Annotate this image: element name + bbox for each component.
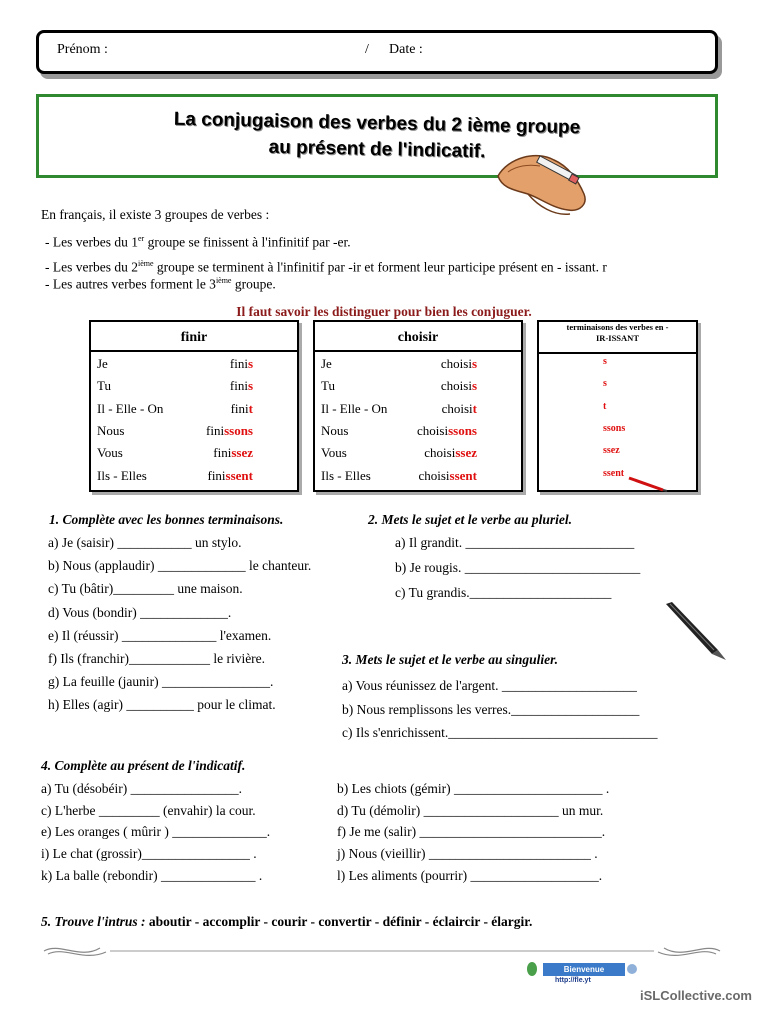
verb-stem: choisi (417, 422, 449, 438)
pronoun: Tu (321, 378, 335, 394)
exercise-item: d) Tu (démolir) ____________________ un mur. (337, 802, 604, 818)
verb-form (207, 468, 253, 484)
exercise-item: i) Le chat (grossir)________________ . (41, 846, 257, 862)
verb-form (230, 356, 253, 372)
group-2-text-a: - Les verbes du 2 (45, 259, 138, 275)
exercise-item: c) Tu grandis._____________________ (395, 585, 612, 600)
exercise-item: a) Tu (désobéir) ________________. (41, 781, 242, 796)
ending-item: s (603, 378, 607, 390)
verb-form (213, 445, 253, 461)
group-2-sup: ième (137, 259, 154, 268)
ending-item: s (603, 356, 607, 367)
pronoun: Vous (97, 445, 123, 461)
logo-url: http://fle.yt (555, 977, 591, 984)
finir-row (91, 378, 297, 400)
verb-stem: fini (230, 400, 249, 416)
exercise-item: d) Vous (bondir) _____________. (48, 604, 232, 620)
verb-ending: t (472, 400, 477, 416)
exercise-5-words: aboutir - accomplir - courir - convertir - définir - éclaircir - élargir. (148, 914, 533, 929)
exercise-item: a) Il grandit. _________________________ (395, 535, 635, 550)
choisir-row (315, 378, 521, 400)
verb-stem: fini (229, 356, 248, 371)
exercise-item: f) Ils (franchir)____________ le rivière. (48, 651, 266, 666)
verb-stem: fini (207, 467, 226, 483)
verb-form (441, 378, 477, 394)
verb-ending: ssez (231, 445, 253, 461)
verb-stem: choisi (418, 467, 450, 483)
group-1-text-b: groupe se finissent à l'infinitif par -er. (144, 234, 351, 250)
exercise-item: j) Nous (vieillir) ________________________ . (337, 846, 598, 862)
pronoun: Ils - Elles (321, 467, 371, 483)
exercise-item: l) Les aliments (pourrir) ___________________. (337, 867, 603, 883)
finir-row (91, 445, 297, 467)
exercise-item: a) Vous réunissez de l'argent. ____________________ (342, 678, 637, 693)
group-3-text-b: groupe. (231, 276, 276, 292)
intro-line: En français, il existe 3 groupes de verbes : (41, 207, 270, 222)
exercise-item: c) L'herbe _________ (envahir) la cour. (41, 802, 256, 818)
decorative-separator (40, 940, 724, 962)
prenom-label: Prénom : (57, 42, 108, 57)
choisir-row (315, 468, 521, 490)
hand-writing-icon (488, 136, 598, 220)
pronoun: Il - Elle - On (97, 400, 164, 416)
exercise-2-title: 2. Mets le sujet et le verbe au pluriel. (368, 512, 572, 527)
footer-logo (527, 962, 637, 988)
pronoun: Tu (97, 378, 111, 394)
verb-ending: ssent (449, 467, 477, 483)
verb-form (206, 423, 253, 439)
finir-row (91, 401, 297, 423)
verb-ending: t (248, 400, 253, 416)
finir-row (91, 468, 297, 490)
exercise-item: a) Je (saisir) ___________ un stylo. (48, 535, 242, 550)
pronoun: Nous (97, 422, 125, 438)
exercise-item: b) Les chiots (gémir) ______________________ . (337, 781, 610, 796)
exercise-item: b) Nous (applaudir) _____________ le chanteur. (48, 558, 312, 574)
exercise-item: b) Nous remplissons les verres.___________________ (342, 701, 640, 717)
verb-stem: choisi (441, 400, 473, 416)
group-3-text-a: - Les autres verbes forment le 3 (45, 276, 216, 292)
endings-head-line-1: terminaisons des verbes en - (566, 322, 669, 332)
pronoun: Vous (321, 445, 347, 461)
pronoun: Il - Elle - On (321, 400, 388, 416)
ending-item: t (603, 400, 607, 412)
endings-table (537, 320, 698, 492)
exercise-item: e) Il (réussir) ______________ l'examen. (48, 627, 272, 643)
finir-row (91, 423, 297, 445)
endings-head-line-2: IR-ISSANT (596, 333, 639, 343)
verb-ending: ssez (455, 445, 477, 461)
red-pencil-icon (627, 474, 669, 494)
verb-ending: s (471, 356, 477, 371)
ending-item: ssez (603, 445, 620, 457)
exercise-item: c) Ils s'enrichissent._______________________________ (342, 725, 658, 740)
verb-form (442, 401, 477, 417)
verb-ending: s (247, 356, 253, 371)
date-label: Date : (389, 42, 423, 57)
verb-form (230, 378, 253, 394)
exercise-item: g) La feuille (jaunir) ________________. (48, 674, 274, 690)
verb-stem: choisi (440, 378, 472, 394)
ending-item: ssons (603, 422, 626, 434)
verb-ending: ssent (225, 467, 253, 483)
pronoun: Nous (321, 422, 349, 438)
exercise-item: k) La balle (rebondir) ______________ . (41, 867, 263, 883)
pronoun: Ils - Elles (97, 467, 147, 483)
title-line-2: au présent de l'indicatif. (268, 136, 486, 163)
group-3-sup: ième (215, 276, 232, 285)
verb-ending: ssons (448, 422, 477, 438)
rule-heading: Il faut savoir les distinguer pour bien les conjuguer. (236, 304, 532, 319)
verb-form (231, 401, 253, 417)
choisir-row (315, 401, 521, 423)
finir-row (91, 356, 297, 378)
verb-stem: fini (213, 445, 232, 461)
verb-ending: ssons (224, 422, 253, 438)
finir-table-head: finir (91, 322, 297, 352)
choisir-row (315, 356, 521, 378)
exercise-item: c) Tu (bâtir)_________ une maison. (48, 581, 243, 597)
exercise-4-title: 4. Complète au présent de l'indicatif. (41, 758, 246, 773)
verb-form (417, 423, 477, 439)
endings-table-head (539, 322, 696, 354)
verb-ending: s (471, 378, 477, 394)
exercise-item: h) Elles (agir) __________ pour le climat. (48, 697, 276, 713)
pronoun: Je (97, 356, 108, 371)
pen-icon (660, 600, 730, 662)
verb-ending: s (247, 378, 253, 394)
group-2-text-b: groupe se terminent à l'infinitif par -ir et forment leur participe présent en - issant. r (153, 259, 607, 275)
verb-form (424, 445, 477, 461)
ending-item: ssent (603, 467, 625, 479)
verb-stem: choisi (440, 356, 472, 371)
logo-globe-icon (627, 964, 637, 974)
verb-stem: choisi (424, 445, 456, 461)
exercise-5-title: 5. Trouve l'intrus : (41, 914, 146, 929)
choisir-table (313, 320, 523, 492)
group-3-line (45, 273, 276, 293)
verb-stem: fini (229, 378, 248, 394)
title-box (36, 94, 718, 178)
exercise-1-title: 1. Complète avec les bonnes terminaisons. (49, 512, 284, 527)
choisir-row (315, 423, 521, 445)
choisir-row (315, 445, 521, 467)
verb-stem: fini (206, 422, 225, 438)
exercise-5 (41, 914, 532, 930)
group-1-sup: er (137, 234, 145, 243)
exercise-3-title: 3. Mets le sujet et le verbe au singulier. (342, 652, 558, 667)
verb-form (441, 356, 477, 372)
logo-banner: Bienvenue (543, 963, 625, 976)
finir-table (89, 320, 299, 492)
pronoun: Je (321, 356, 332, 371)
islcollective-watermark: iSLCollective.com (640, 988, 752, 1003)
exercise-item: e) Les oranges ( mûrir ) ______________. (41, 824, 271, 840)
separator-slash: / (365, 42, 369, 57)
group-1-text-a: - Les verbes du 1 (45, 234, 138, 250)
verb-form (418, 468, 477, 484)
exercise-item: b) Je rougis. __________________________ (395, 560, 641, 575)
group-1-line (45, 231, 351, 251)
logo-leaf-icon (527, 962, 537, 976)
choisir-table-head: choisir (315, 322, 521, 352)
exercise-item: f) Je me (salir) ___________________________. (337, 824, 606, 840)
title-line-1: La conjugaison des verbes du 2 ième groupe (173, 108, 581, 139)
name-date-bar (36, 30, 718, 74)
